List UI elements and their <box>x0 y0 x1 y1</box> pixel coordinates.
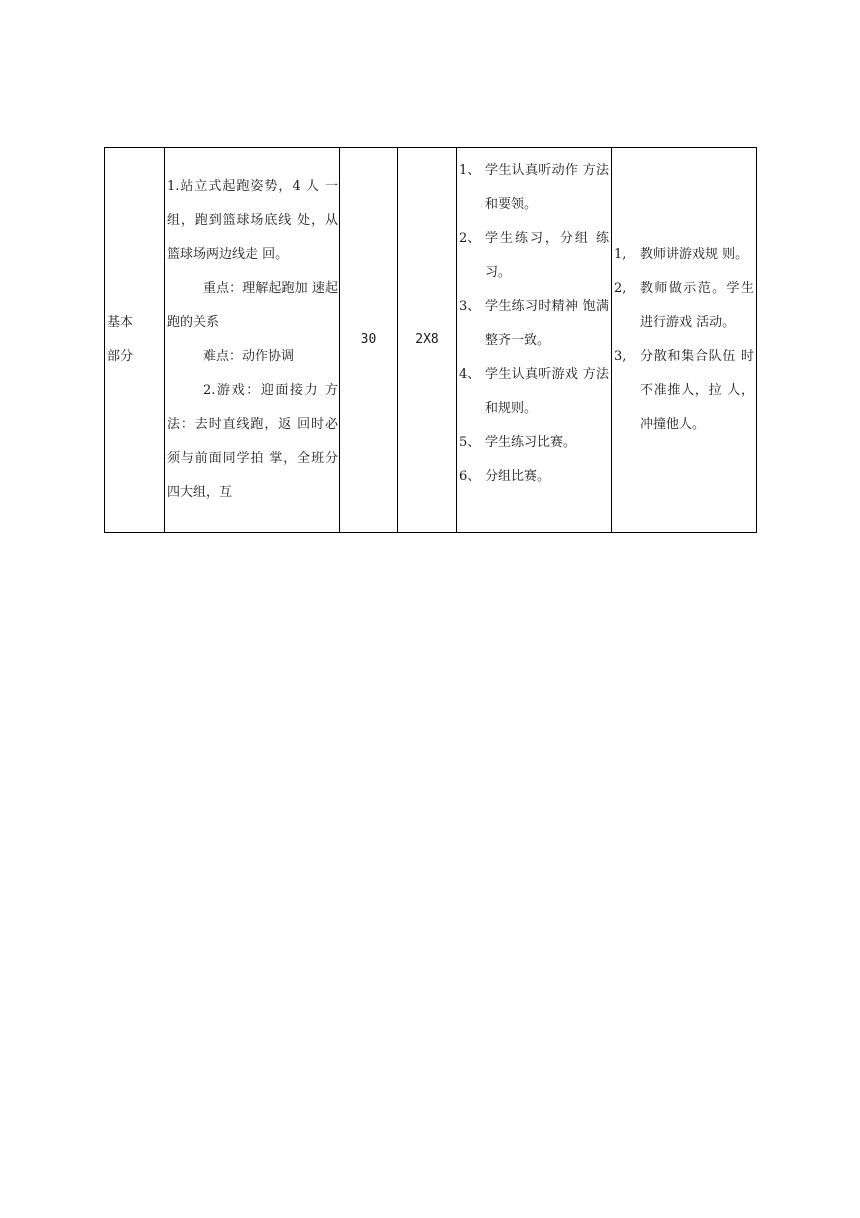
list-item-number: 2, <box>614 281 627 296</box>
list-item <box>459 426 609 460</box>
list-item-text: 分散和集合队伍 时不准推人，拉 人，冲撞他人。 <box>640 349 754 432</box>
list-item <box>614 238 754 272</box>
list-item-number: 3、 <box>459 299 481 314</box>
list-item-number: 1, <box>614 247 627 262</box>
list-item-number: 6、 <box>459 469 481 484</box>
list-item <box>459 290 609 358</box>
list-item <box>614 272 754 340</box>
section-label-line1: 基本 <box>107 315 134 330</box>
list-item-text: 学生练习，分组 练习。 <box>485 231 609 280</box>
content-cell <box>165 148 340 533</box>
difficulty-text: 难点：动作协调 <box>203 349 295 364</box>
list-item-text: 教师讲游戏规 则。 <box>640 247 749 262</box>
list-item-text: 教师做示范。学生进行游戏 活动。 <box>640 281 754 330</box>
list-item-number: 2、 <box>459 231 481 246</box>
list-item-text: 学生练习时精神 饱满整齐一致。 <box>485 299 609 348</box>
list-item-text: 学生练习比赛。 <box>485 435 577 450</box>
section-label-line2: 部分 <box>107 349 134 364</box>
list-item <box>459 460 609 494</box>
list-item <box>614 340 754 442</box>
student-activity-cell <box>457 148 612 533</box>
section-label-cell <box>105 148 165 533</box>
list-item-text: 学生认真听游戏 方法和规则。 <box>485 367 609 416</box>
reps-cell: 2X8 <box>398 148 457 533</box>
key-point-text: 重点：理解起跑加 速起跑的关系 <box>167 281 338 330</box>
teacher-activity-cell <box>612 148 757 533</box>
list-item-number: 3, <box>614 349 627 364</box>
list-item-text: 分组比赛。 <box>485 469 551 484</box>
content-paragraph-2: 2.游戏：迎面接力 方法：去时直线跑，返 回时必须与前面同学拍 掌，全班分四大组，互 <box>167 383 338 500</box>
table-row <box>105 148 757 533</box>
lesson-plan-table <box>104 147 757 533</box>
list-item <box>459 154 609 222</box>
student-activity-list <box>459 148 609 494</box>
list-item <box>459 222 609 290</box>
content-paragraph-1: 1.站立式起跑姿势，4 人 一组，跑到篮球场底线 处，从篮球场两边线走 回。 <box>167 179 338 262</box>
list-item-number: 1、 <box>459 163 481 178</box>
list-item-number: 4、 <box>459 367 481 382</box>
list-item <box>459 358 609 426</box>
list-item-number: 5、 <box>459 435 481 450</box>
time-cell: 30 <box>340 148 398 533</box>
list-item-text: 学生认真听动作 方法和要领。 <box>485 163 609 212</box>
